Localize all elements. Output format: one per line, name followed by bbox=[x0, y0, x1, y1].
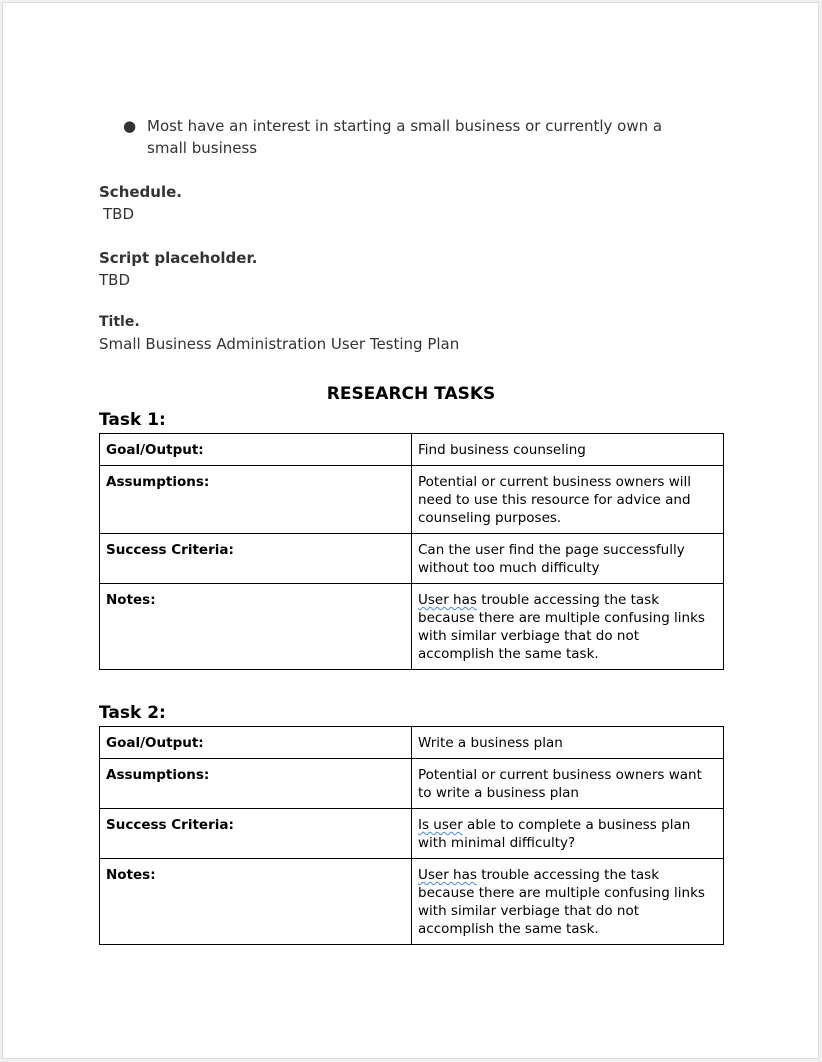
script-placeholder-value: TBD bbox=[99, 271, 131, 289]
assumptions-value: Potential or current business owners will need to use this resource for advice and counseling purposes. bbox=[412, 466, 724, 534]
task-1-table bbox=[99, 433, 724, 670]
schedule-section bbox=[99, 181, 719, 225]
research-tasks-heading: RESEARCH TASKS bbox=[326, 384, 496, 404]
audience-bullet-list bbox=[99, 115, 699, 159]
table-row bbox=[100, 727, 724, 759]
goal-output-value: Find business counseling bbox=[412, 434, 724, 466]
script-placeholder-section bbox=[99, 247, 719, 291]
spellcheck-flagged-text[interactable]: User has bbox=[418, 592, 477, 608]
title-value: Small Business Administration User Testing Plan bbox=[99, 335, 460, 353]
notes-value bbox=[412, 584, 724, 670]
notes-value-rest: trouble accessing the task because there are multiple confusing links with similar verbiage that do not accomplish the same task. bbox=[418, 867, 705, 937]
table-row bbox=[100, 534, 724, 584]
assumptions-value: Potential or current business owners want to write a business plan bbox=[412, 759, 724, 809]
success-criteria-value-rest: able to complete a business plan with minimal difficulty? bbox=[418, 817, 691, 851]
success-criteria-label: Success Criteria: bbox=[100, 534, 412, 584]
success-criteria-value: Can the user find the page successfully without too much difficulty bbox=[412, 534, 724, 584]
task-1-title: Task 1: bbox=[99, 410, 166, 430]
schedule-value: TBD bbox=[103, 205, 135, 223]
table-row bbox=[100, 466, 724, 534]
goal-output-value: Write a business plan bbox=[412, 727, 724, 759]
document-page bbox=[2, 2, 819, 1059]
goal-output-label: Goal/Output: bbox=[100, 727, 412, 759]
task-2-title: Task 2: bbox=[99, 703, 166, 723]
table-row bbox=[100, 809, 724, 859]
assumptions-label: Assumptions: bbox=[100, 759, 412, 809]
bullet-item bbox=[99, 115, 699, 159]
script-placeholder-heading: Script placeholder. bbox=[99, 249, 258, 267]
table-row bbox=[100, 759, 724, 809]
table-row bbox=[100, 434, 724, 466]
table-row bbox=[100, 584, 724, 670]
title-heading: Title. bbox=[99, 314, 140, 330]
spellcheck-flagged-text[interactable]: User has bbox=[418, 867, 477, 883]
notes-label: Notes: bbox=[100, 859, 412, 945]
notes-label: Notes: bbox=[100, 584, 412, 670]
notes-value-rest: trouble accessing the task because there are multiple confusing links with similar verbiage that do not accomplish the same task. bbox=[418, 592, 705, 662]
spellcheck-flagged-text[interactable]: Is user bbox=[418, 817, 463, 833]
title-section bbox=[99, 311, 719, 355]
table-row bbox=[100, 859, 724, 945]
success-criteria-label: Success Criteria: bbox=[100, 809, 412, 859]
goal-output-label: Goal/Output: bbox=[100, 434, 412, 466]
assumptions-label: Assumptions: bbox=[100, 466, 412, 534]
notes-value bbox=[412, 859, 724, 945]
success-criteria-value bbox=[412, 809, 724, 859]
bullet-item-text: Most have an interest in starting a small business or currently own a small business bbox=[147, 117, 663, 157]
bullet-dot-icon: ● bbox=[123, 117, 137, 135]
schedule-heading: Schedule. bbox=[99, 183, 182, 201]
task-2-table bbox=[99, 726, 724, 945]
